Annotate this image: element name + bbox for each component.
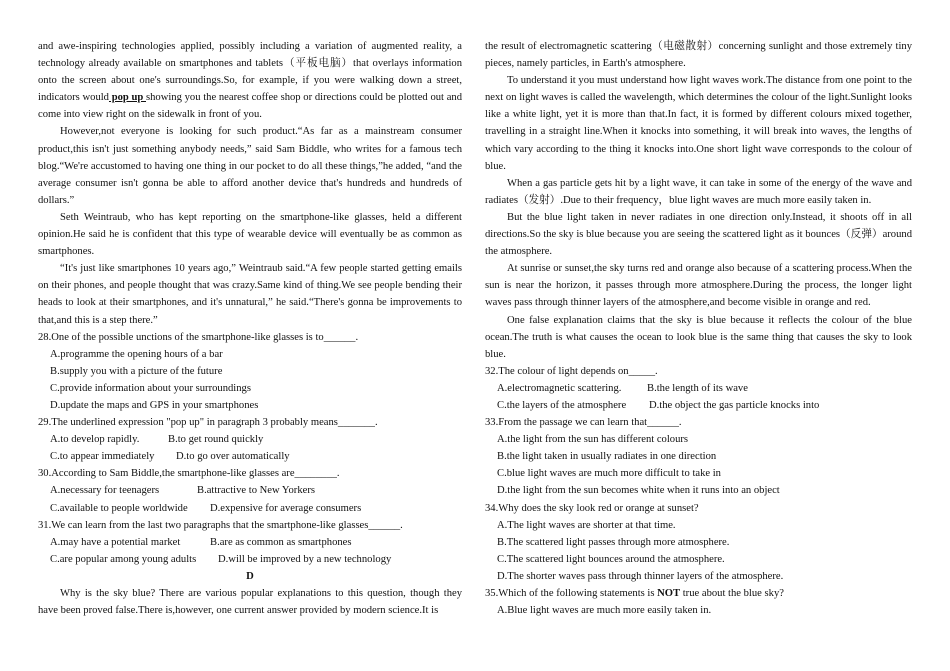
option-a: A.necessary for teenagers [50,485,160,497]
option-c: C.The scattered light bounces around the atmosphere. [497,553,725,565]
option-a: A.electromagnetic scattering. [497,382,622,394]
option-b: B.the length of its wave [647,382,748,394]
passage-d-paragraph-continued: the result of electromagnetic scattering（电磁散射）concerning sunlight and those extremely tiny pieces, namely particles, in Earth's atmosphere. [485,41,912,70]
question-29 [38,414,462,465]
option-d: D.to go over automatically [176,451,290,463]
question-stem: 32.The colour of light depends on_____. [485,365,658,377]
passage-d-paragraph-gas-particle: When a gas particle gets hit by a light wave, it can take in some of the energy of the wave and radiates（发射）.Due to their frequency，blue light waves are much more easily taken in. [485,177,912,206]
question-30 [38,465,462,516]
option-a: A.The light waves are shorter at that time. [497,519,676,531]
option-b: B.to get round quickly [168,434,264,446]
pop-up-phrase: pop up [108,92,146,104]
not-emphasis: NOT [657,588,681,599]
left-column [38,38,462,619]
question-31 [38,517,462,568]
question-stem: 33.From the passage we can learn that______. [485,417,682,429]
option-c: C.to appear immediately [50,451,155,463]
question-stem: 34.Why does the sky look red or orange at sunset? [485,502,699,514]
option-a: A.programme the opening hours of a bar [50,348,223,360]
passage-d-paragraph-false-explanation: One false explanation claims that the sky is blue because it reflects the colour of the blue ocean.The truth is what causes the ocean to look blue is the same thing that causes the sky to look blue. [485,314,912,360]
question-33 [485,414,912,499]
option-d: D.the object the gas particle knocks into [649,399,820,411]
option-a: A.Blue light waves are much more easily taken in. [497,605,712,617]
option-d: D.the light from the sun becomes white when it runs into an object [497,485,780,497]
question-stem: 31.We can learn from the last two paragraphs that the smartphone-like glasses______. [38,519,403,531]
option-b: B.supply you with a picture of the future [50,365,223,377]
option-b: B.attractive to New Yorkers [197,485,315,497]
option-a: A.the light from the sun has different colours [497,434,689,446]
right-column [485,38,912,619]
option-d: D.The shorter waves pass through thinner layers of the atmosphere. [497,570,784,582]
question-32 [485,363,912,414]
question-stem: 29.The underlined expression "pop up" in paragraph 3 probably means_______. [38,417,378,429]
passage-d-intro: Why is the sky blue? There are various popular explanations to this question, though they have been proved false.There is,however, one current answer provided by modern science.It is [38,588,462,617]
option-c: C.are popular among young adults [50,553,197,565]
option-a: A.may have a potential market [50,536,181,548]
option-d: D.update the maps and GPS in your smartphones [50,399,259,411]
question-28 [38,329,462,414]
option-d: D.expensive for average consumers [210,502,362,514]
option-b: B.the light taken in usually radiates in one direction [497,451,717,463]
option-c: C.available to people worldwide [50,502,188,514]
question-stem: 28.One of the possible unctions of the smartphone-like glasses is to______. [38,331,359,343]
option-b: B.are as common as smartphones [210,536,352,548]
passage-c-paragraph-biddle: However,not everyone is looking for such product.“As far as a mainstream consumer product,this isn't just something anybody needs,” said Sam Biddle, who writes for a famous tech blog.“We're accustomed to having one thing in our pocket to do all these things,”he added, “and the average consumer isn't gonna be able to afford another device that's hundreds and hundreds of dollars.” [38,126,462,206]
passage-c-paragraph-continued: and awe-inspiring technologies applied, possibly including a variation of augmented reality, a technology already available on smartphones and tablets（平板电脑）that overlays information onto the screen about one's surroundings.So, for example, if you were walking down a street, indicators would pop up showing you the nearest coffee shop or directions could be plotted out and come into view right on the sidewalk in front of you. [38,41,462,121]
passage-c-paragraph-quote: “It's just like smartphones 10 years ago,” Weintraub said.“A few people started getting emails on their phones, and people thought that was crazy.Same kind of thing.We see people bending their heads to look at their smartphones, and it's unnatural,” he said.“There's gonna be improvements to that,and this is a step there.” [38,263,462,326]
option-b: B.The scattered light passes through more atmosphere. [497,536,730,548]
option-c: C.the layers of the atmosphere [497,399,627,411]
passage-d-paragraph-wavelength: To understand it you must understand how light waves work.The distance from one point to the next on light waves is called the wavelength, which determines the colour of the light.Sunlight looks like a white light, yet it is more than that.In fact, it is formed by different colours mixed together, travelling in a straight line.When it knocks into something, it will break into waves, the lengths of which vary according to the thing it knocks into.One short light wave corresponds to the colour of blue. [485,75,912,172]
option-c: C.provide information about your surroundings [50,382,251,394]
passage-d-paragraph-scattering: But the blue light taken in never radiates in one direction only.Instead, it shoots off in all directions.So the sky is blue because you are seeing the scattered light as it bounces（反弹）around the atmosphere. [485,211,912,258]
option-d: D.will be improved by a new technology [218,553,392,565]
question-stem: 35.Which of the following statements is NOT true about the blue sky? [485,588,784,599]
question-35 [485,585,912,619]
question-stem: 30.According to Sam Biddle,the smartphone-like glasses are________. [38,468,340,480]
section-heading-d: D [246,570,254,582]
option-a: A.to develop rapidly. [50,434,140,446]
option-c: C.blue light waves are much more difficult to take in [497,468,721,480]
passage-d-paragraph-sunset: At sunrise or sunset,the sky turns red and orange also because of a scattering process.When the sun is near the horizon, it passes through more atmosphere.During the process, the longer light waves pass through thinner layers of the atmosphere,and become visible in orange and red. [485,263,912,309]
passage-c-paragraph-weintraub: Seth Weintraub, who has kept reporting on the smartphone-like glasses, held a different opinion.He said he is confident that this type of wearable device will eventually be as common as smartphones. [38,211,462,258]
question-34 [485,500,912,585]
